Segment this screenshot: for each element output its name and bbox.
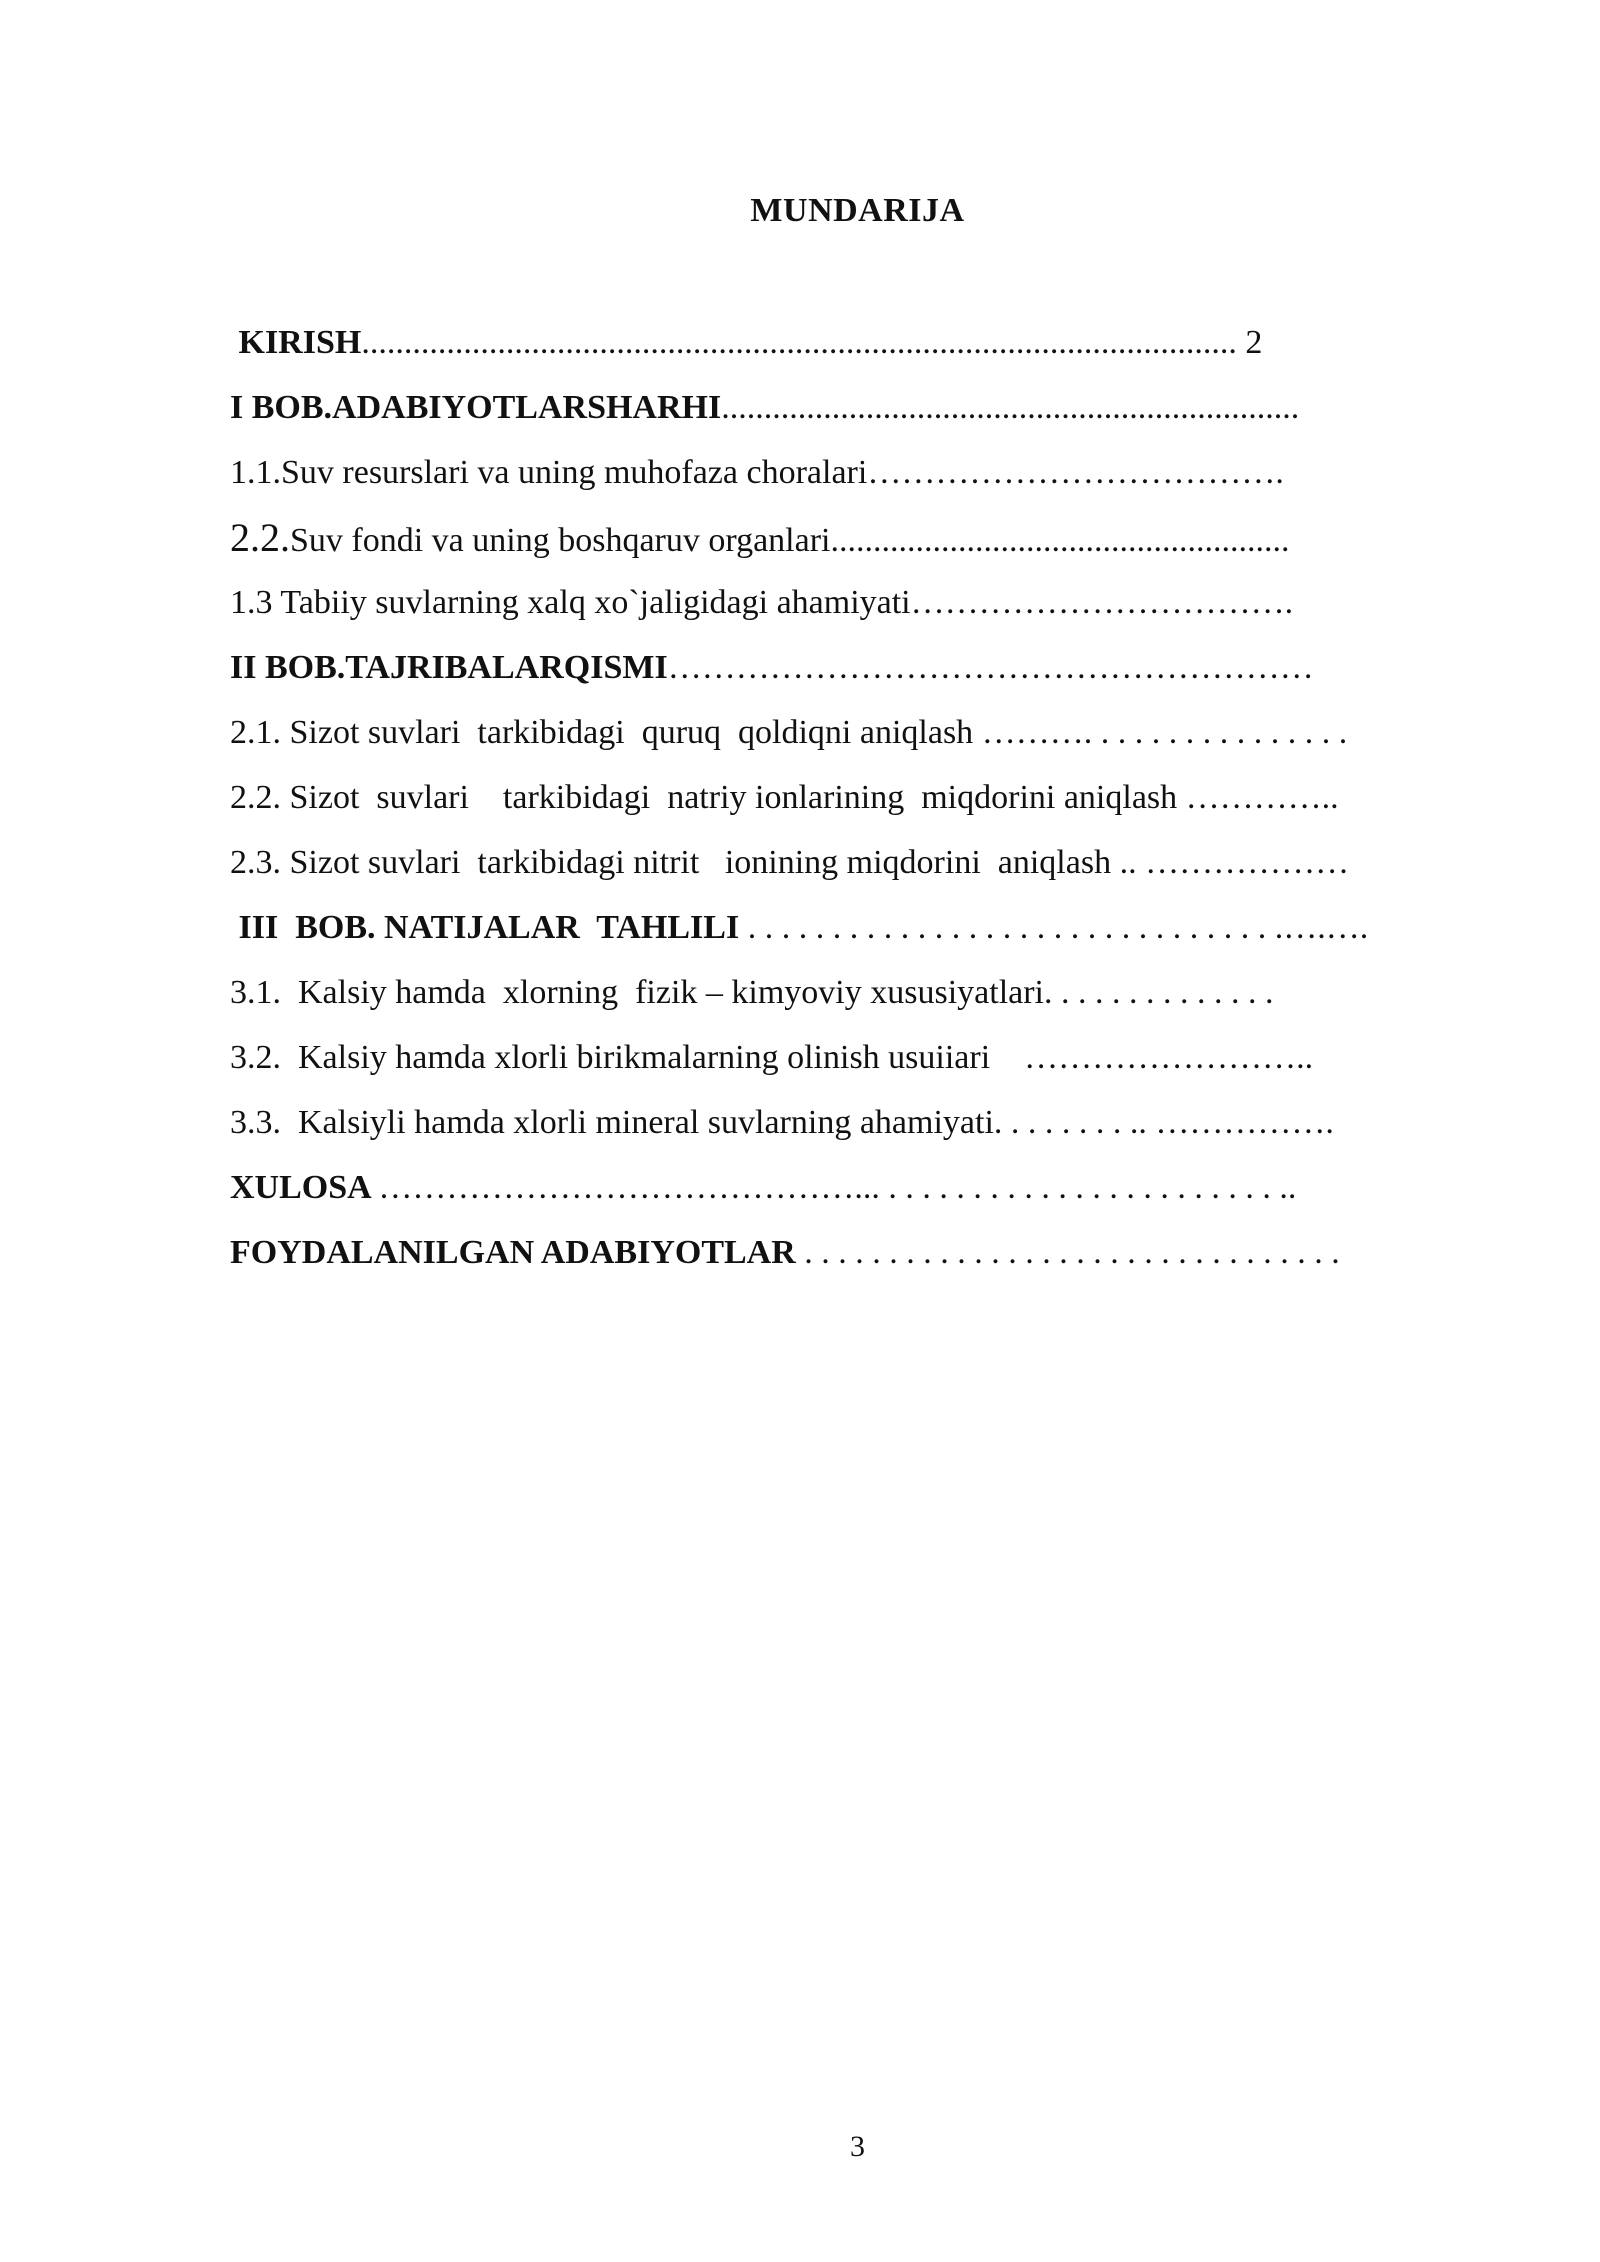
toc-entry bbox=[230, 1163, 1490, 1228]
toc-entry-number: 2.2. bbox=[230, 515, 290, 560]
toc-entry-leader: ………………………………. bbox=[867, 454, 1284, 491]
toc-entry-label: 1.1.Suv resurslari va uning muhofaza choralari bbox=[230, 454, 868, 491]
toc-entry-label: 3.3. Kalsiyli hamda xlorli mineral suvlarning ahamiyati bbox=[230, 1104, 994, 1141]
page-number: 3 bbox=[850, 2130, 865, 2163]
toc-entry-label: II BOB.TAJRIBALARQISMI bbox=[230, 649, 668, 686]
toc-entry-label: Suv fondi va uning boshqaruv organlari bbox=[290, 522, 831, 559]
toc-entry bbox=[230, 578, 1490, 643]
toc-entry bbox=[230, 838, 1490, 903]
toc-entry bbox=[230, 903, 1490, 968]
toc-entry bbox=[230, 643, 1490, 708]
toc-entry bbox=[230, 968, 1490, 1033]
toc-entry-label: 3.2. Kalsiy hamda xlorli birikmalarning olinish usuiiari bbox=[230, 1039, 1025, 1076]
toc-entry bbox=[230, 448, 1490, 513]
toc-entry-label: 2.2. Sizot suvlari tarkibidagi natriy ionlarining miqdorini aniqlash bbox=[230, 779, 1186, 816]
toc-entry-label: 3.1. Kalsiy hamda xlorning fizik – kimyoviy xususiyatlari bbox=[230, 974, 1045, 1011]
toc-entry-leader: ………………………………………………… bbox=[667, 649, 1314, 686]
toc-entry bbox=[230, 318, 1490, 383]
toc-entry-label: XULOSA bbox=[230, 1169, 379, 1206]
toc-entry bbox=[230, 1228, 1490, 1293]
toc-entry-label: KIRISH bbox=[230, 324, 362, 361]
toc-entry-label: I BOB.ADABIYOTLARSHARHI bbox=[230, 389, 722, 426]
toc-entry bbox=[230, 1098, 1490, 1163]
toc-entry-label: 2.3. Sizot suvlari tarkibidagi nitrit ionining miqdorini aniqlash bbox=[230, 844, 1120, 881]
toc-entry-leader: ……………………………. bbox=[910, 584, 1294, 621]
toc-entry-leader: . . . . . . . . . . . . . . . . . . . . . . . . . . . . . . . . bbox=[804, 1234, 1340, 1271]
toc-entry-leader: . . . . . . . . . . . . . . bbox=[1044, 974, 1274, 1011]
toc-entry-leader: ……………………………………... . . . . . . . . . . . . . . . . . . . . . . . .. bbox=[378, 1169, 1297, 1206]
toc-entry-page: 2 bbox=[1236, 324, 1263, 361]
toc-entry-leader: . . . . . . . . .. ……………. bbox=[993, 1104, 1334, 1141]
toc-entry-label: III BOB. NATIJALAR TAHLILI bbox=[230, 909, 748, 946]
toc-entry bbox=[230, 708, 1490, 773]
toc-entry-leader: …………………….. bbox=[1024, 1039, 1314, 1076]
table-of-contents bbox=[230, 318, 1490, 1293]
toc-entry-leader: .................................................................... bbox=[721, 389, 1300, 426]
toc-entry-label: 1.3 Tabiiy suvlarning xalq xo`jaligidagi ahamiyati bbox=[230, 584, 911, 621]
toc-entry-leader: ………….. bbox=[1185, 779, 1339, 816]
toc-entry-leader: ...................................................... bbox=[830, 522, 1290, 559]
toc-entry-label: 2.1. Sizot suvlari tarkibidagi quruq qoldiqni aniqlash bbox=[230, 714, 982, 751]
toc-entry-leader: .. ……………… bbox=[1119, 844, 1350, 881]
toc-entry bbox=[230, 1033, 1490, 1098]
toc-entry-leader: ....................................................................................................... bbox=[361, 324, 1237, 361]
toc-title: MUNDARIJA bbox=[750, 192, 965, 229]
toc-entry bbox=[230, 773, 1490, 838]
toc-entry bbox=[230, 383, 1490, 448]
toc-entry-leader: ………. . . . . . . . . . . . . . . . bbox=[981, 714, 1348, 751]
toc-entry bbox=[230, 513, 1490, 578]
toc-entry-leader: . . . . . . . . . . . . . . . . . . . . . . . . . . . . . . . .….…. bbox=[747, 909, 1369, 946]
toc-entry-label: FOYDALANILGAN ADABIYOTLAR bbox=[230, 1234, 805, 1271]
